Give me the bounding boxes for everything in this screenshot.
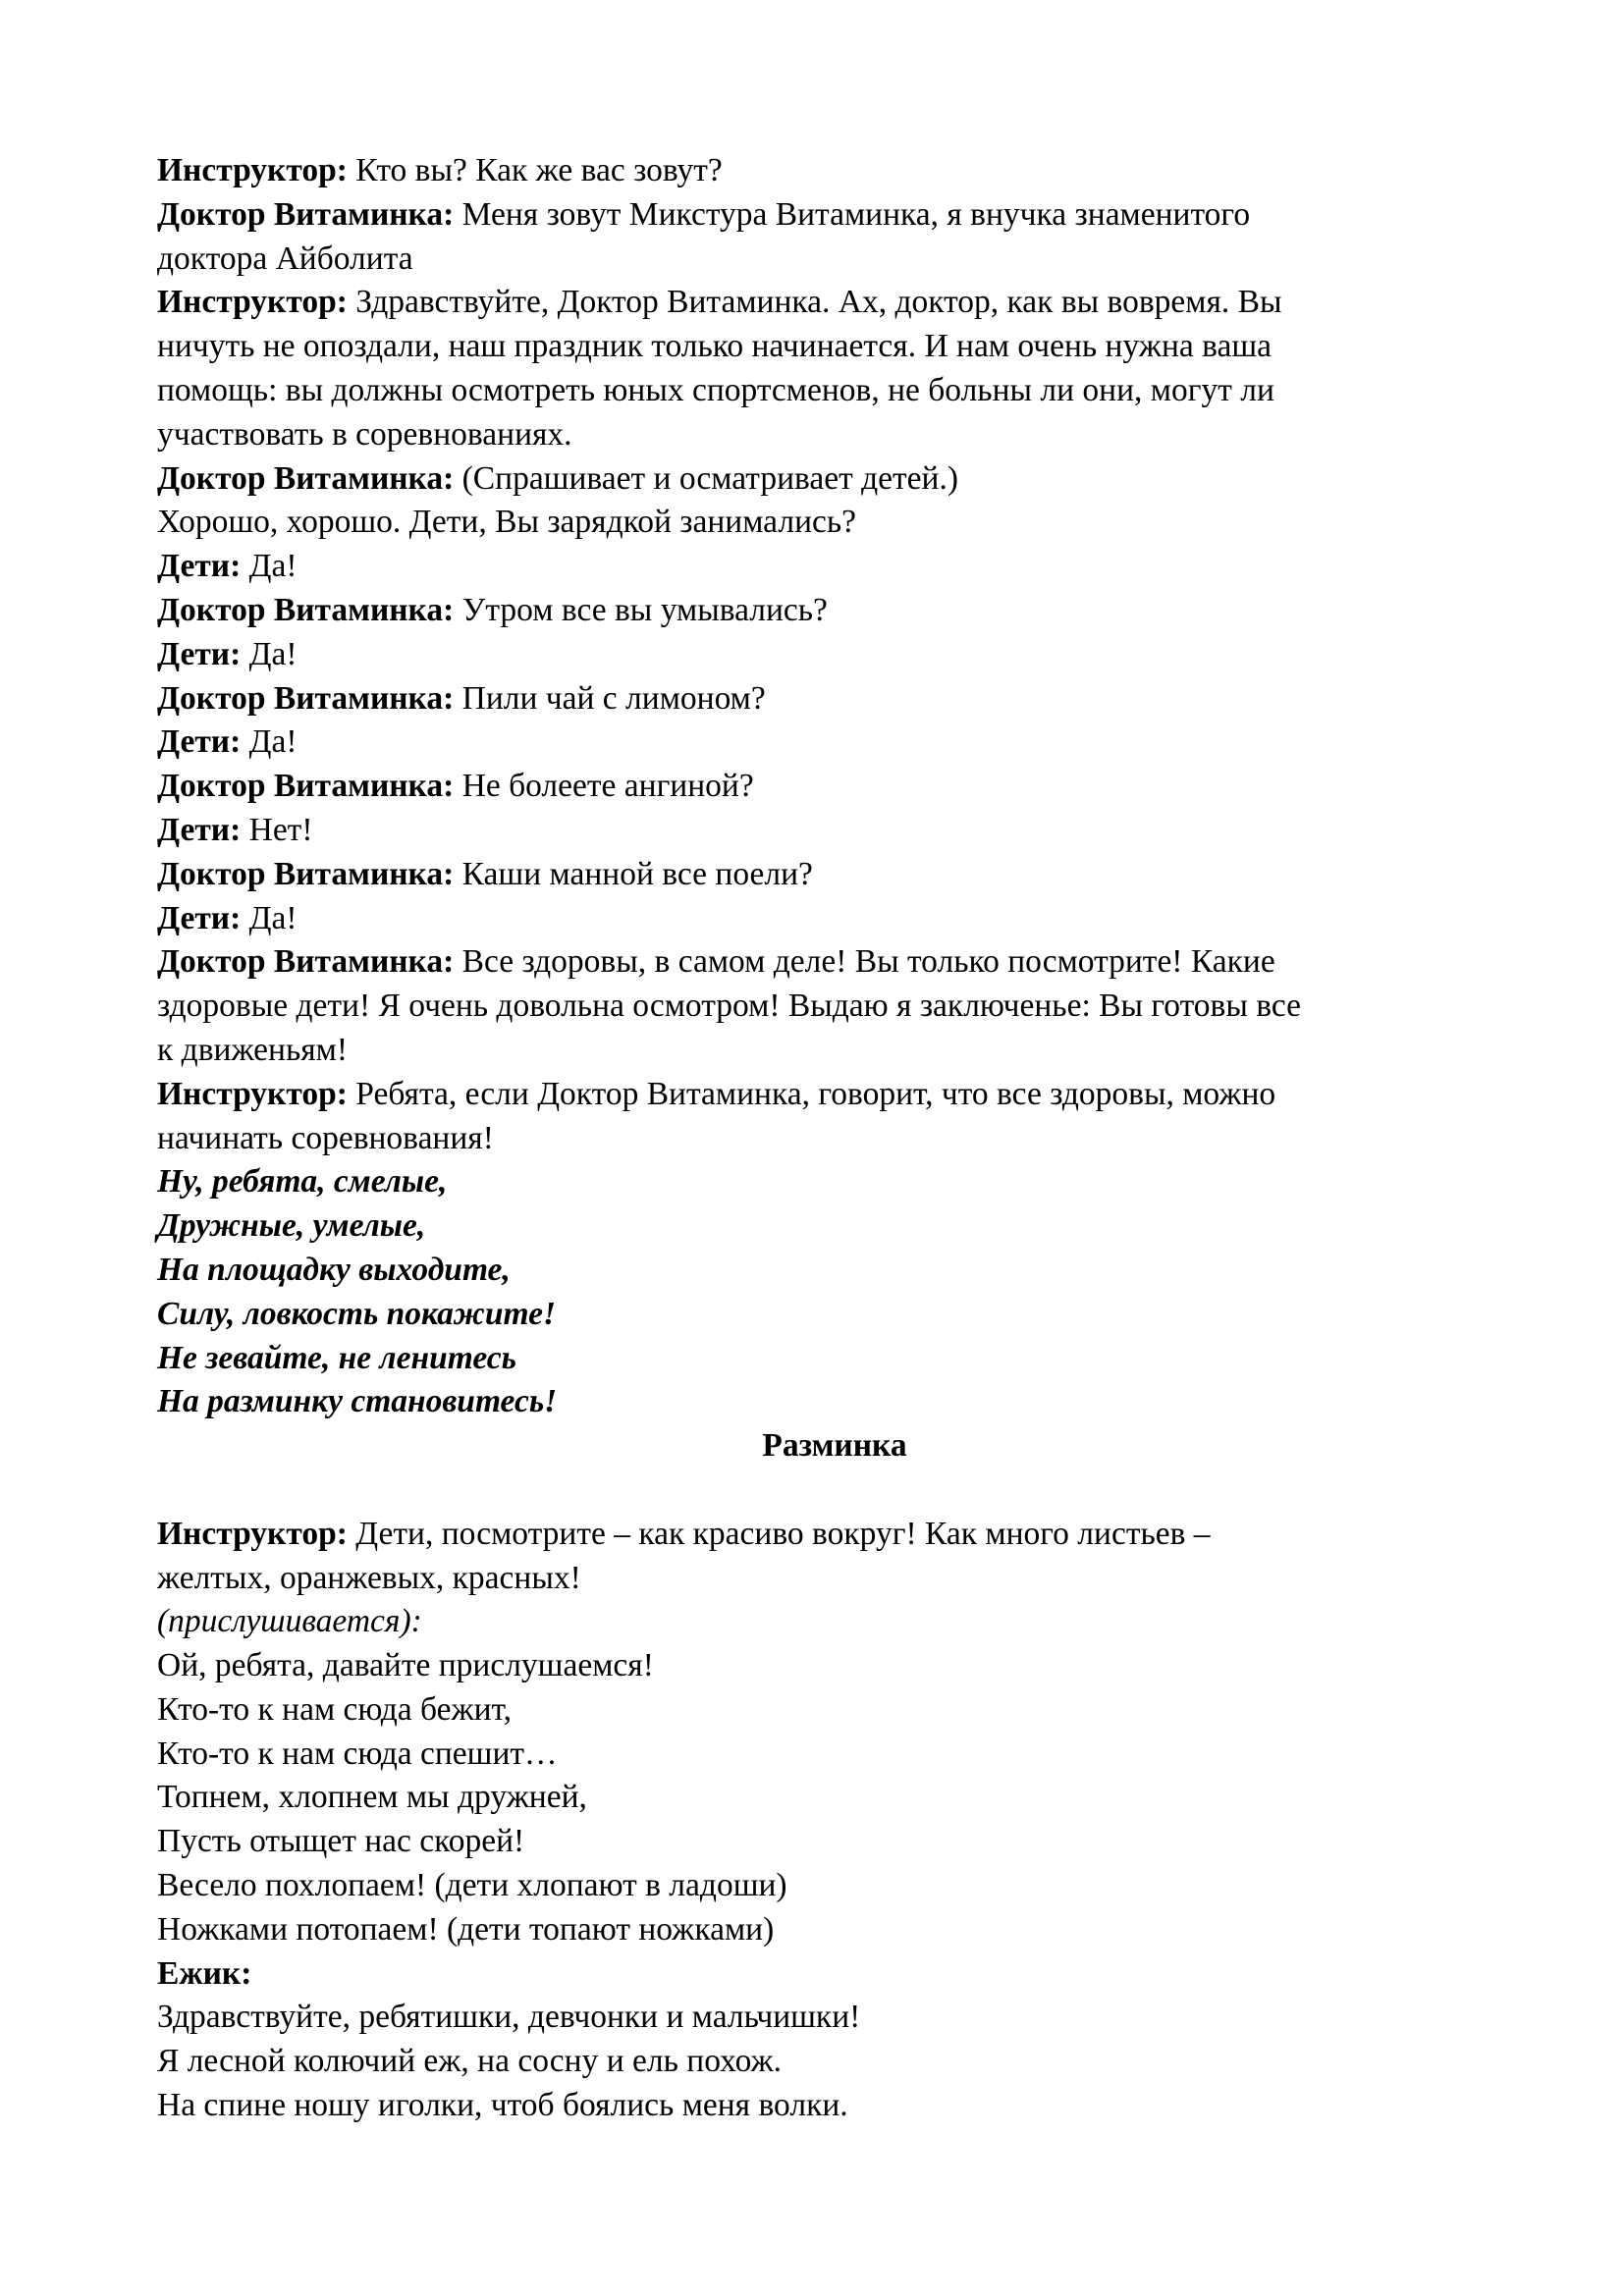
speaker-name: Доктор Витаминка:	[157, 679, 455, 717]
dialogue-line	[157, 501, 1512, 545]
dialogue-line	[157, 633, 1512, 677]
dialogue-text: Не болеете ангиной?	[461, 768, 754, 805]
speaker-name: Дети:	[157, 635, 242, 672]
speaker-name: Доктор Витаминка:	[157, 768, 455, 805]
speaker-name: Дети:	[157, 548, 242, 585]
text-line: Кто-то к нам сюда бежит,	[157, 1690, 513, 1728]
dialogue-line	[157, 1117, 1512, 1161]
hedgehog-lines-block	[157, 1996, 1512, 2127]
dialogue-line	[157, 1029, 1512, 1073]
stage-direction: (прислушивается):	[157, 1603, 422, 1640]
dialogue-text: Да!	[248, 635, 298, 672]
dialogue-line	[157, 897, 1512, 941]
dialogue-text: Ребята, если Доктор Витаминка, говорит, что все здоровы, можно	[355, 1075, 1276, 1112]
hedgehog-line: Здравствуйте, ребятишки, девчонки и мальчишки!	[157, 1999, 861, 2036]
dialogue-line	[157, 677, 1512, 721]
text-line: Кто-то к нам сюда спешит…	[157, 1735, 558, 1772]
hedgehog-line: Я лесной колючий еж, на сосну и ель похож.	[157, 2043, 783, 2080]
dialogue-text: Здравствуйте, Доктор Витаминка. Ах, доктор, как вы вовремя. Вы	[355, 284, 1282, 321]
speaker-name: Доктор Витаминка:	[157, 943, 455, 981]
dialogue-text: Да!	[248, 723, 298, 761]
dialogue-line	[157, 193, 1512, 238]
dialogue-text: Все здоровы, в самом деле! Вы только посмотрите! Какие	[461, 943, 1275, 981]
dialogue-line	[157, 721, 1512, 765]
verse-line: Ну, ребята, смелые,	[157, 1163, 448, 1201]
dialogue-line	[157, 149, 1512, 193]
document-page	[157, 149, 1512, 2128]
speaker-name: Доктор Витаминка:	[157, 591, 455, 628]
dialogue-text: Кто вы? Как же вас зовут?	[355, 152, 723, 188]
speaker-name: Доктор Витаминка:	[157, 195, 455, 233]
plain-lines-block	[157, 1644, 1512, 1952]
dialogue-line	[157, 1513, 1512, 1557]
dialogue-line	[157, 1557, 1512, 1601]
dialogue-text: Да!	[248, 548, 298, 585]
dialogue-text: Каши манной все поели?	[461, 855, 813, 892]
dialogue-line	[157, 809, 1512, 853]
verse-line: Силу, ловкость покажите!	[157, 1295, 556, 1332]
speaker-name: Инструктор:	[157, 1515, 348, 1552]
dialogue-line	[157, 940, 1512, 985]
dialogue-text: Нет!	[248, 811, 313, 848]
speaker-name: Дети:	[157, 723, 242, 761]
speaker-name: Дети:	[157, 811, 242, 848]
section-heading: Разминка	[762, 1427, 907, 1465]
speaker-name: Дети:	[157, 899, 242, 936]
dialogue-text: Меня зовут Микстура Витаминка, я внучка знаменитого	[461, 195, 1251, 233]
hedgehog-line: На спине ношу иголки, чтоб боялись меня волки.	[157, 2087, 848, 2124]
verse-line: На площадку выходите,	[157, 1251, 511, 1288]
dialogue-line	[157, 238, 1512, 282]
speaker-name: Инструктор:	[157, 1075, 348, 1112]
dialogue-text: Хорошо, хорошо. Дети, Вы зарядкой занимались?	[157, 504, 857, 541]
dialogue-text: начинать соревнования!	[157, 1119, 494, 1156]
dialogue-part-2	[157, 1513, 1512, 1601]
text-line: Ой, ребята, давайте прислушаемся!	[157, 1647, 654, 1684]
dialogue-text: помощь: вы должны осмотреть юных спортсменов, не больны ли они, могут ли	[157, 371, 1274, 408]
speaker-name: Инструктор:	[157, 284, 348, 321]
text-line: Весело похлопаем! (дети хлопают в ладоши)	[157, 1867, 787, 1904]
dialogue-line	[157, 853, 1512, 897]
dialogue-line	[157, 325, 1512, 369]
text-line: Топнем, хлопнем мы дружней,	[157, 1779, 587, 1816]
verse-line: Не зевайте, не ленитесь	[157, 1339, 516, 1376]
text-line: Ножками потопаем! (дети топают ножками)	[157, 1910, 775, 1948]
hedgehog-speaker: Ежик:	[157, 1954, 252, 1992]
dialogue-text: Дети, посмотрите – как красиво вокруг! Как много листьев –	[355, 1515, 1211, 1552]
dialogue-line	[157, 1073, 1512, 1117]
dialogue-line	[157, 589, 1512, 633]
dialogue-part-1	[157, 149, 1512, 1160]
dialogue-text: Да!	[248, 899, 298, 936]
verse-line: Дружные, умелые,	[157, 1207, 426, 1245]
dialogue-line	[157, 369, 1512, 413]
dialogue-line	[157, 765, 1512, 809]
dialogue-line	[157, 545, 1512, 589]
speaker-name: Инструктор:	[157, 152, 348, 188]
text-line: Пусть отыщет нас скорей!	[157, 1823, 525, 1860]
dialogue-line	[157, 985, 1512, 1029]
dialogue-text: к движеньям!	[157, 1031, 348, 1068]
verse-block	[157, 1160, 1512, 1424]
dialogue-line	[157, 281, 1512, 325]
dialogue-text: (Спрашивает и осматривает детей.)	[461, 459, 959, 497]
dialogue-text: здоровые дети! Я очень довольна осмотром! Выдаю я заключенье: Вы готовы все	[157, 988, 1301, 1025]
dialogue-line	[157, 457, 1512, 502]
speaker-name: Доктор Витаминка:	[157, 459, 455, 497]
dialogue-text: ничуть не опоздали, наш праздник только начинается. И нам очень нужна ваша	[157, 328, 1272, 365]
dialogue-text: желтых, оранжевых, красных!	[157, 1559, 581, 1596]
dialogue-text: участвовать в соревнованиях.	[157, 415, 572, 453]
verse-line: На разминку становитесь!	[157, 1383, 558, 1420]
speaker-name: Доктор Витаминка:	[157, 855, 455, 892]
dialogue-line	[157, 413, 1512, 457]
dialogue-text: доктора Айболита	[157, 240, 413, 277]
dialogue-text: Утром все вы умывались?	[461, 591, 828, 628]
dialogue-text: Пили чай с лимоном?	[461, 679, 766, 717]
